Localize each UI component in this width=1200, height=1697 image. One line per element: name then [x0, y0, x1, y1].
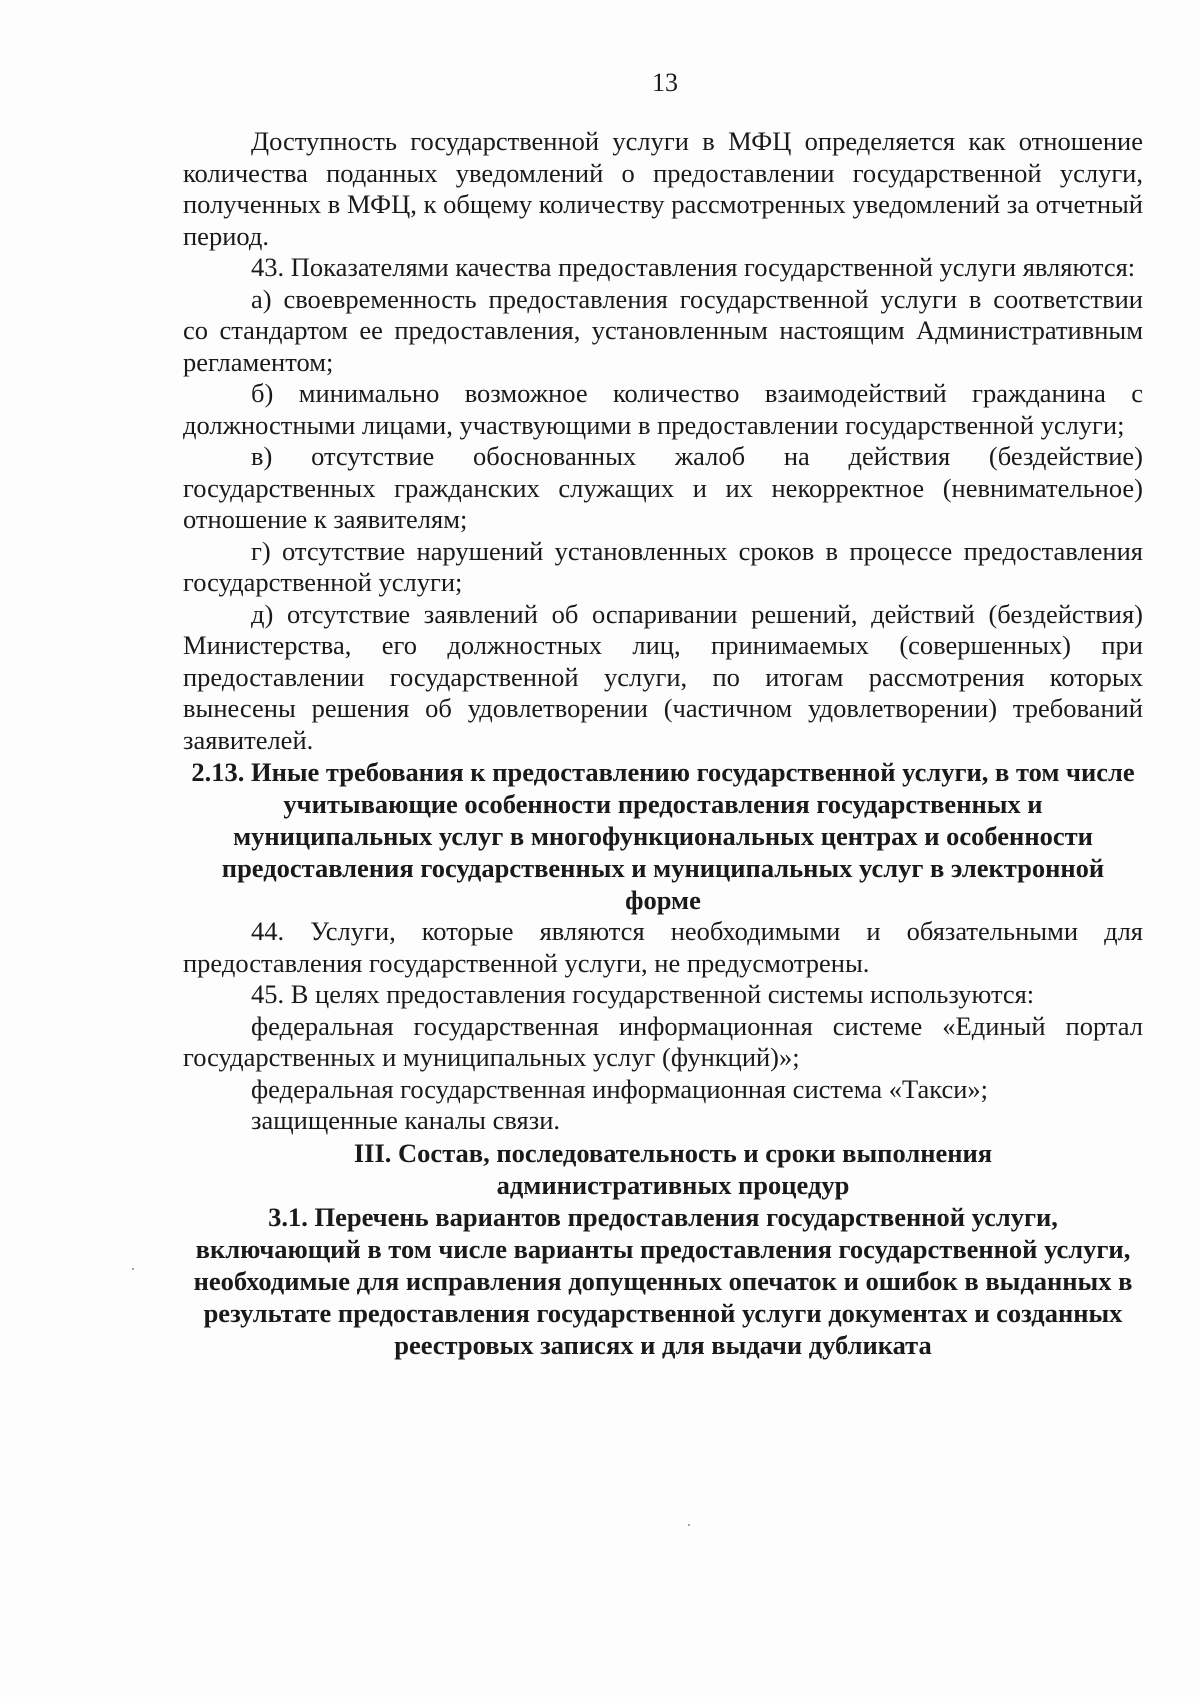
paragraph-mfc-availability: Доступность государственной услуги в МФЦ определяется как отношение количества поданных уведомлений о предоставлении государственной услуги, полученных в МФЦ, к общему количеству рассмотренных уведомлений за отчетный период.: [183, 126, 1143, 251]
page-number: 13: [652, 68, 678, 97]
list-item-a: а) своевременность предоставления государственной услуги в соответствии со стандартом ее предоставления, установленным настоящим Административным регламентом;: [183, 283, 1143, 377]
section-heading-iii: III. Состав, последовательность и сроки выполнения административных процедур: [353, 1137, 993, 1200]
section-heading-2-13: 2.13. Иные требования к предоставлению государственной услуги, в том числе учитывающие особенности предоставления государственных и муниципальных услуг в многофункциональных центрах и особенности предоставления государственных и муниципальных услуг в электронной форме: [191, 757, 1135, 915]
document-body: [183, 126, 1143, 1361]
list-item-v: в) отсутствие обоснованных жалоб на действия (бездействие) государственных гражданских служащих и их некорректное (невнимательное) отношение к заявителям;: [183, 441, 1143, 534]
paragraph-44: 44. Услуги, которые являются необходимыми и обязательными для предоставления государственной услуги, не предусмотрены.: [183, 916, 1143, 978]
system-item-portal: федеральная государственная информационная системе «Единый портал государственных и муниципальных услуг (функций)»;: [183, 1010, 1143, 1072]
system-item-channels: защищенные каналы связи.: [251, 1105, 560, 1135]
list-item-g: г) отсутствие нарушений установленных сроков в процессе предоставления государственной услуги;: [183, 535, 1143, 597]
list-item-b: б) минимально возможное количество взаимодействий гражданина с должностными лицами, участвующими в предоставлении государственной услуги;: [183, 378, 1143, 440]
paragraph-43: 43. Показателями качества предоставления государственной услуги являются:: [251, 252, 1136, 282]
list-item-d: д) отсутствие заявлений об оспаривании решений, действий (бездействия) Министерства, его должностных лиц, принимаемых (совершенных) при предоставлении государственной услуги, по итогам рассмотрения которых вынесены решения об удовлетворении (частичном удовлетворении) требований заявителей.: [183, 598, 1143, 755]
scan-speck: [132, 1268, 134, 1270]
system-item-taxi: федеральная государственная информационная система «Такси»;: [251, 1073, 989, 1104]
paragraph-45: 45. В целях предоставления государственной системы используются:: [251, 979, 1035, 1009]
scan-speck: [688, 1524, 690, 1526]
section-heading-3-1: 3.1. Перечень вариантов предоставления государственной услуги, включающий в том числе варианты предоставления государственной услуги, необходимые для исправления допущенных опечаток и ошибок в выданных в результате предоставления государственной услуги документах и созданных реестровых записях и для выдачи дубликата: [193, 1201, 1133, 1360]
